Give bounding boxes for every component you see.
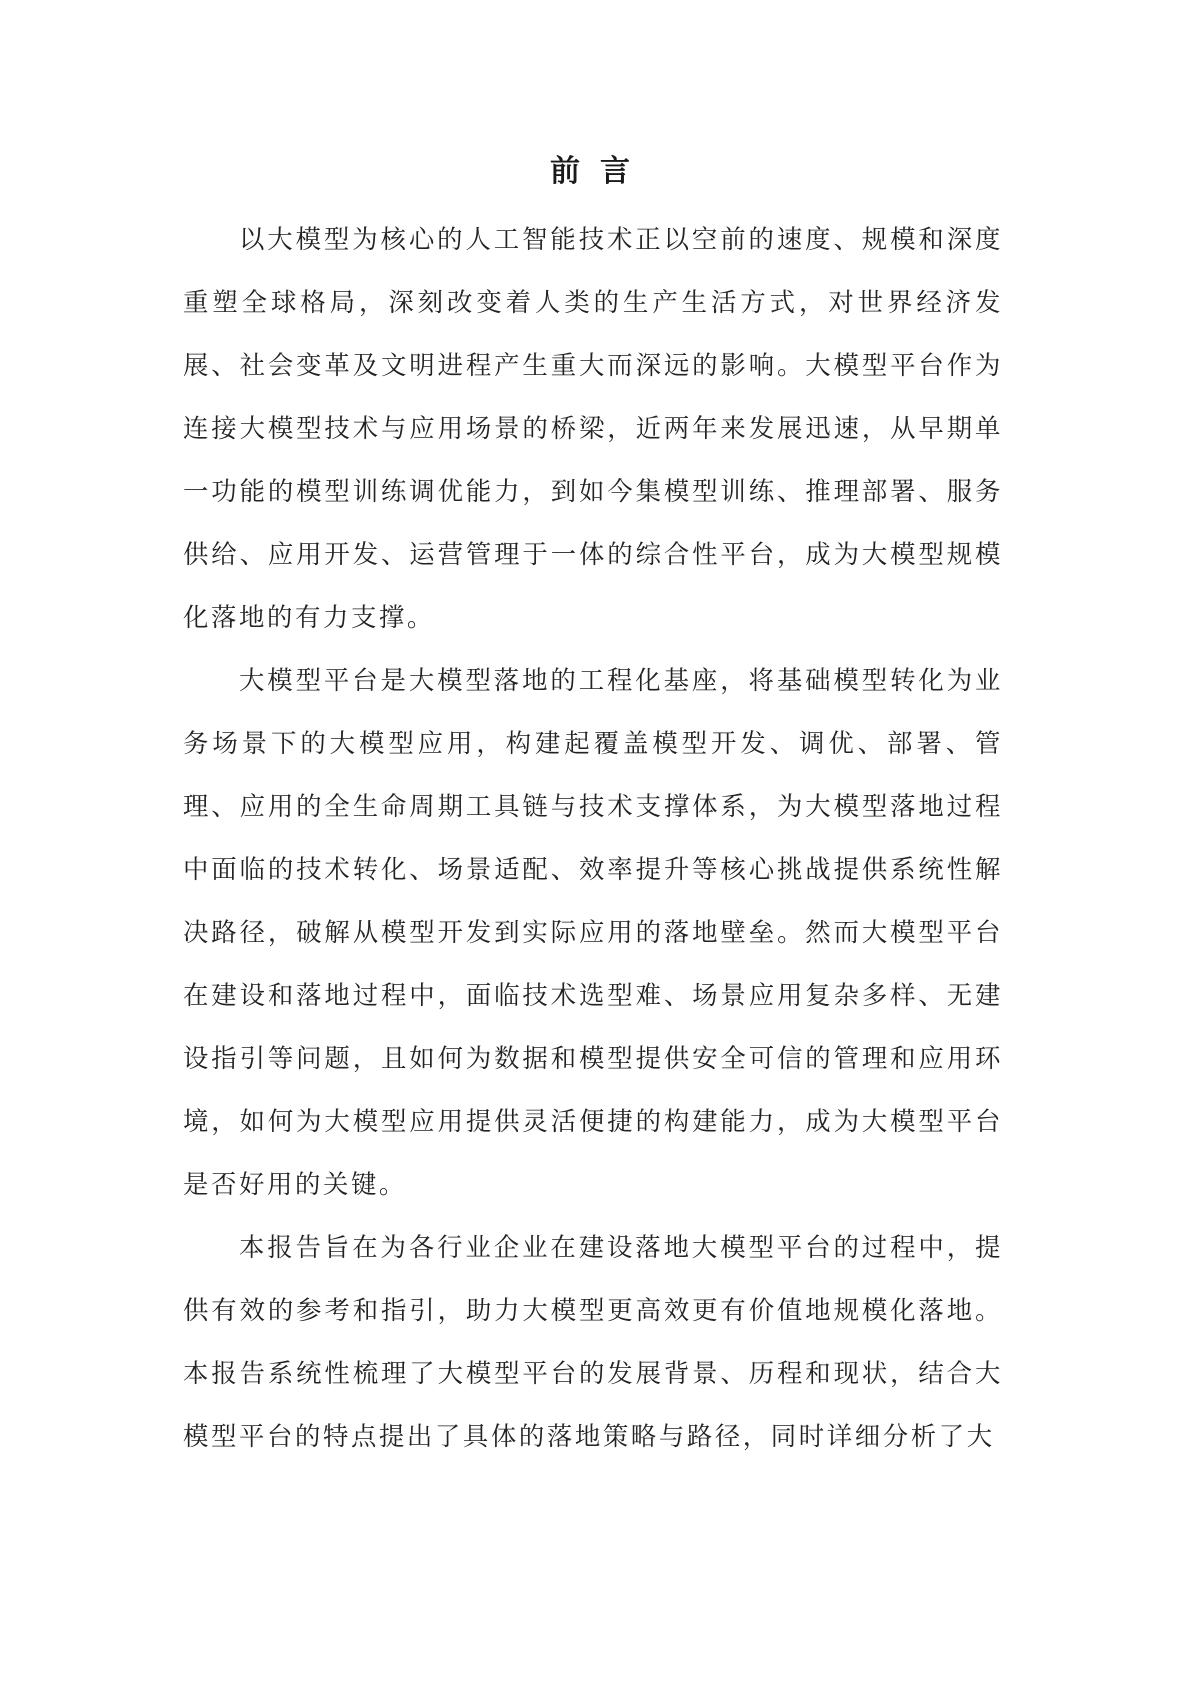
page-title: 前言 bbox=[550, 154, 650, 189]
paragraph-1: 以大模型为核心的人工智能技术正以空前的速度、规模和深度重塑全球格局，深刻改变着人类的生产生活方式，对世界经济发展、社会变革及文明进程产生重大而深远的影响。大模型平台作为连接大模型技术与应用场景的桥梁，近两年来发展迅速，从早期单一功能的模型训练调优能力，到如今集模型训练、推理部署、服务供给、应用开发、运营管理于一体的综合性平台，成为大模型规模化落地的有力支撑。 bbox=[183, 224, 1003, 632]
paragraph-2: 大模型平台是大模型落地的工程化基座，将基础模型转化为业务场景下的大模型应用，构建起覆盖模型开发、调优、部署、管理、应用的全生命周期工具链与技术支撑体系，为大模型落地过程中面临的技术转化、场景适配、效率提升等核心挑战提供系统性解决路径，破解从模型开发到实际应用的落地壁垒。然而大模型平台在建设和落地过程中，面临技术选型难、场景应用复杂多样、无建设指引等问题，且如何为数据和模型提供安全可信的管理和应用环境，如何为大模型应用提供灵活便捷的构建能力，成为大模型平台是否好用的关键。 bbox=[183, 665, 1003, 1199]
body-text bbox=[183, 208, 1003, 1468]
paragraph-3: 本报告旨在为各行业企业在建设落地大模型平台的过程中，提供有效的参考和指引，助力大模型更高效更有价值地规模化落地。本报告系统性梳理了大模型平台的发展背景、历程和现状，结合大模型平台的特点提出了具体的落地策略与路径，同时详细分析了大 bbox=[183, 1232, 1003, 1451]
